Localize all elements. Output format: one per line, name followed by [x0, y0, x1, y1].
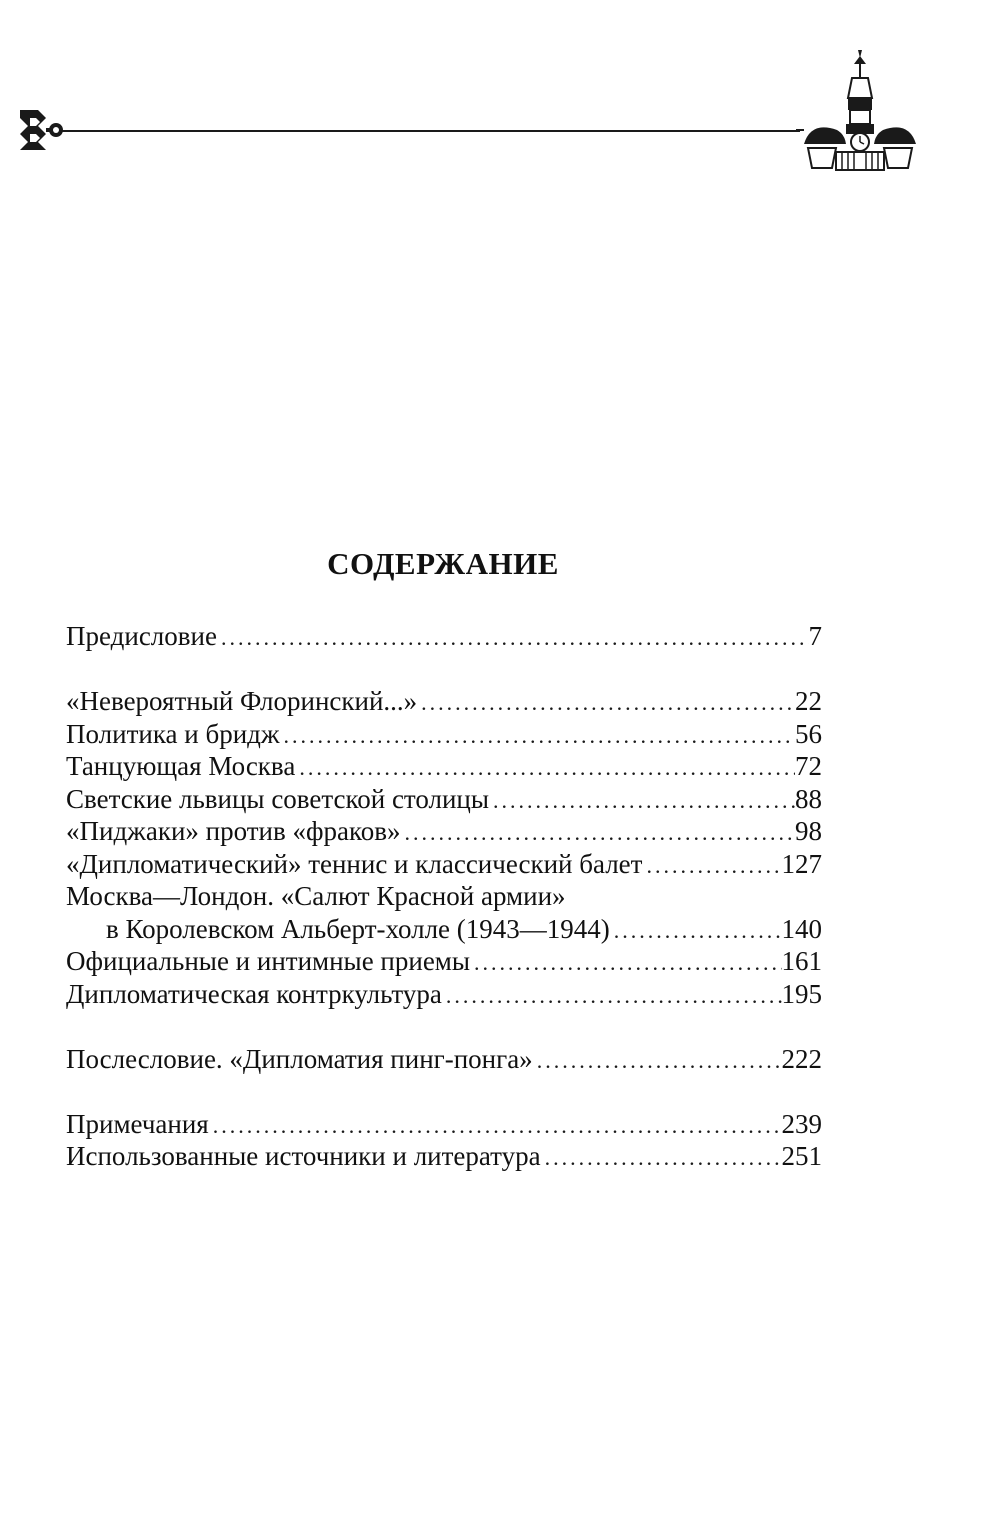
toc-entry-title-line2: в Королевском Альберт-холле (1943—1944)	[106, 913, 610, 944]
toc-entry-page: 195	[781, 978, 822, 1009]
toc-entry[interactable]	[66, 750, 822, 783]
toc-entry-page: 98	[795, 816, 822, 846]
toc-entry-title: Примечания	[66, 1108, 209, 1139]
toc-entry-afterword[interactable]	[66, 1043, 822, 1076]
toc-entry-page: 239	[781, 1108, 822, 1139]
dot-leader	[442, 980, 782, 1013]
toc-entry-page: 56	[795, 718, 822, 749]
toc-entry-page: 127	[781, 848, 822, 879]
toc-entry-title-line1[interactable]: Москва—Лондон. «Салют Красной армии»	[66, 881, 566, 911]
section-gap	[66, 1010, 822, 1043]
toc-entry-title: Предисловие	[66, 621, 217, 651]
toc-entry-page: 22	[795, 686, 822, 716]
toc-entry-title: Послесловие. «Дипломатия пинг-понга»	[66, 1043, 533, 1074]
toc-entry[interactable]	[66, 718, 822, 751]
toc-entry-title: Политика и бридж	[66, 718, 280, 749]
dot-leader	[610, 915, 782, 948]
dot-leader	[541, 1142, 782, 1175]
dot-leader	[295, 752, 795, 785]
dot-leader	[470, 947, 781, 980]
toc-entry[interactable]	[66, 815, 822, 848]
toc-entry-page: 88	[795, 783, 822, 814]
toc-entry-title: Официальные и интимные приемы	[66, 946, 471, 976]
toc-entry[interactable]	[66, 978, 822, 1011]
toc-entry-page: 7	[808, 621, 822, 651]
toc-entry-notes[interactable]	[66, 1108, 822, 1141]
toc-entry-title: Дипломатическая контркультура	[66, 978, 442, 1009]
dot-leader	[642, 850, 781, 883]
dot-leader	[533, 1045, 782, 1078]
toc-entry-title: «Невероятный Флоринский...»	[66, 686, 418, 716]
toc-entry-title: Светские львицы советской столицы	[66, 783, 490, 814]
kremlin-tower-icon	[796, 48, 924, 174]
header-rule	[62, 130, 800, 132]
toc-entry-title: Использованные источники и литература	[66, 1141, 541, 1171]
page-title: СОДЕРЖАНИЕ	[327, 546, 559, 581]
dot-leader	[489, 785, 795, 818]
toc-entry[interactable]	[66, 913, 822, 946]
dot-leader	[400, 817, 795, 850]
section-gap	[66, 653, 822, 686]
toc-entry-title: «Пиджаки» против «фраков»	[66, 816, 401, 846]
toc-entry-page: 251	[781, 1141, 822, 1171]
toc-entry-sources[interactable]	[66, 1140, 822, 1173]
dot-leader	[209, 1110, 782, 1143]
toc-entry[interactable]	[66, 848, 822, 881]
dot-leader	[280, 720, 795, 753]
toc-entry-title: Танцующая Москва	[66, 751, 296, 781]
toc-entry-page: 140	[781, 913, 822, 944]
toc-entry-page: 161	[781, 946, 822, 976]
toc-entry-title: «Дипломатический» теннис и классический балет	[66, 848, 643, 879]
dot-leader	[217, 622, 809, 655]
toc-entry[interactable]	[66, 685, 822, 718]
toc-entry-page: 72	[795, 751, 822, 781]
scroll-ornament-icon	[16, 104, 66, 156]
section-gap	[66, 1075, 822, 1108]
dot-leader	[417, 687, 795, 720]
toc-entry[interactable]	[66, 945, 822, 978]
toc-entry-page: 222	[781, 1043, 822, 1074]
toc-entry-preface[interactable]	[66, 620, 822, 653]
table-of-contents	[66, 620, 822, 1173]
toc-entry[interactable]	[66, 783, 822, 816]
